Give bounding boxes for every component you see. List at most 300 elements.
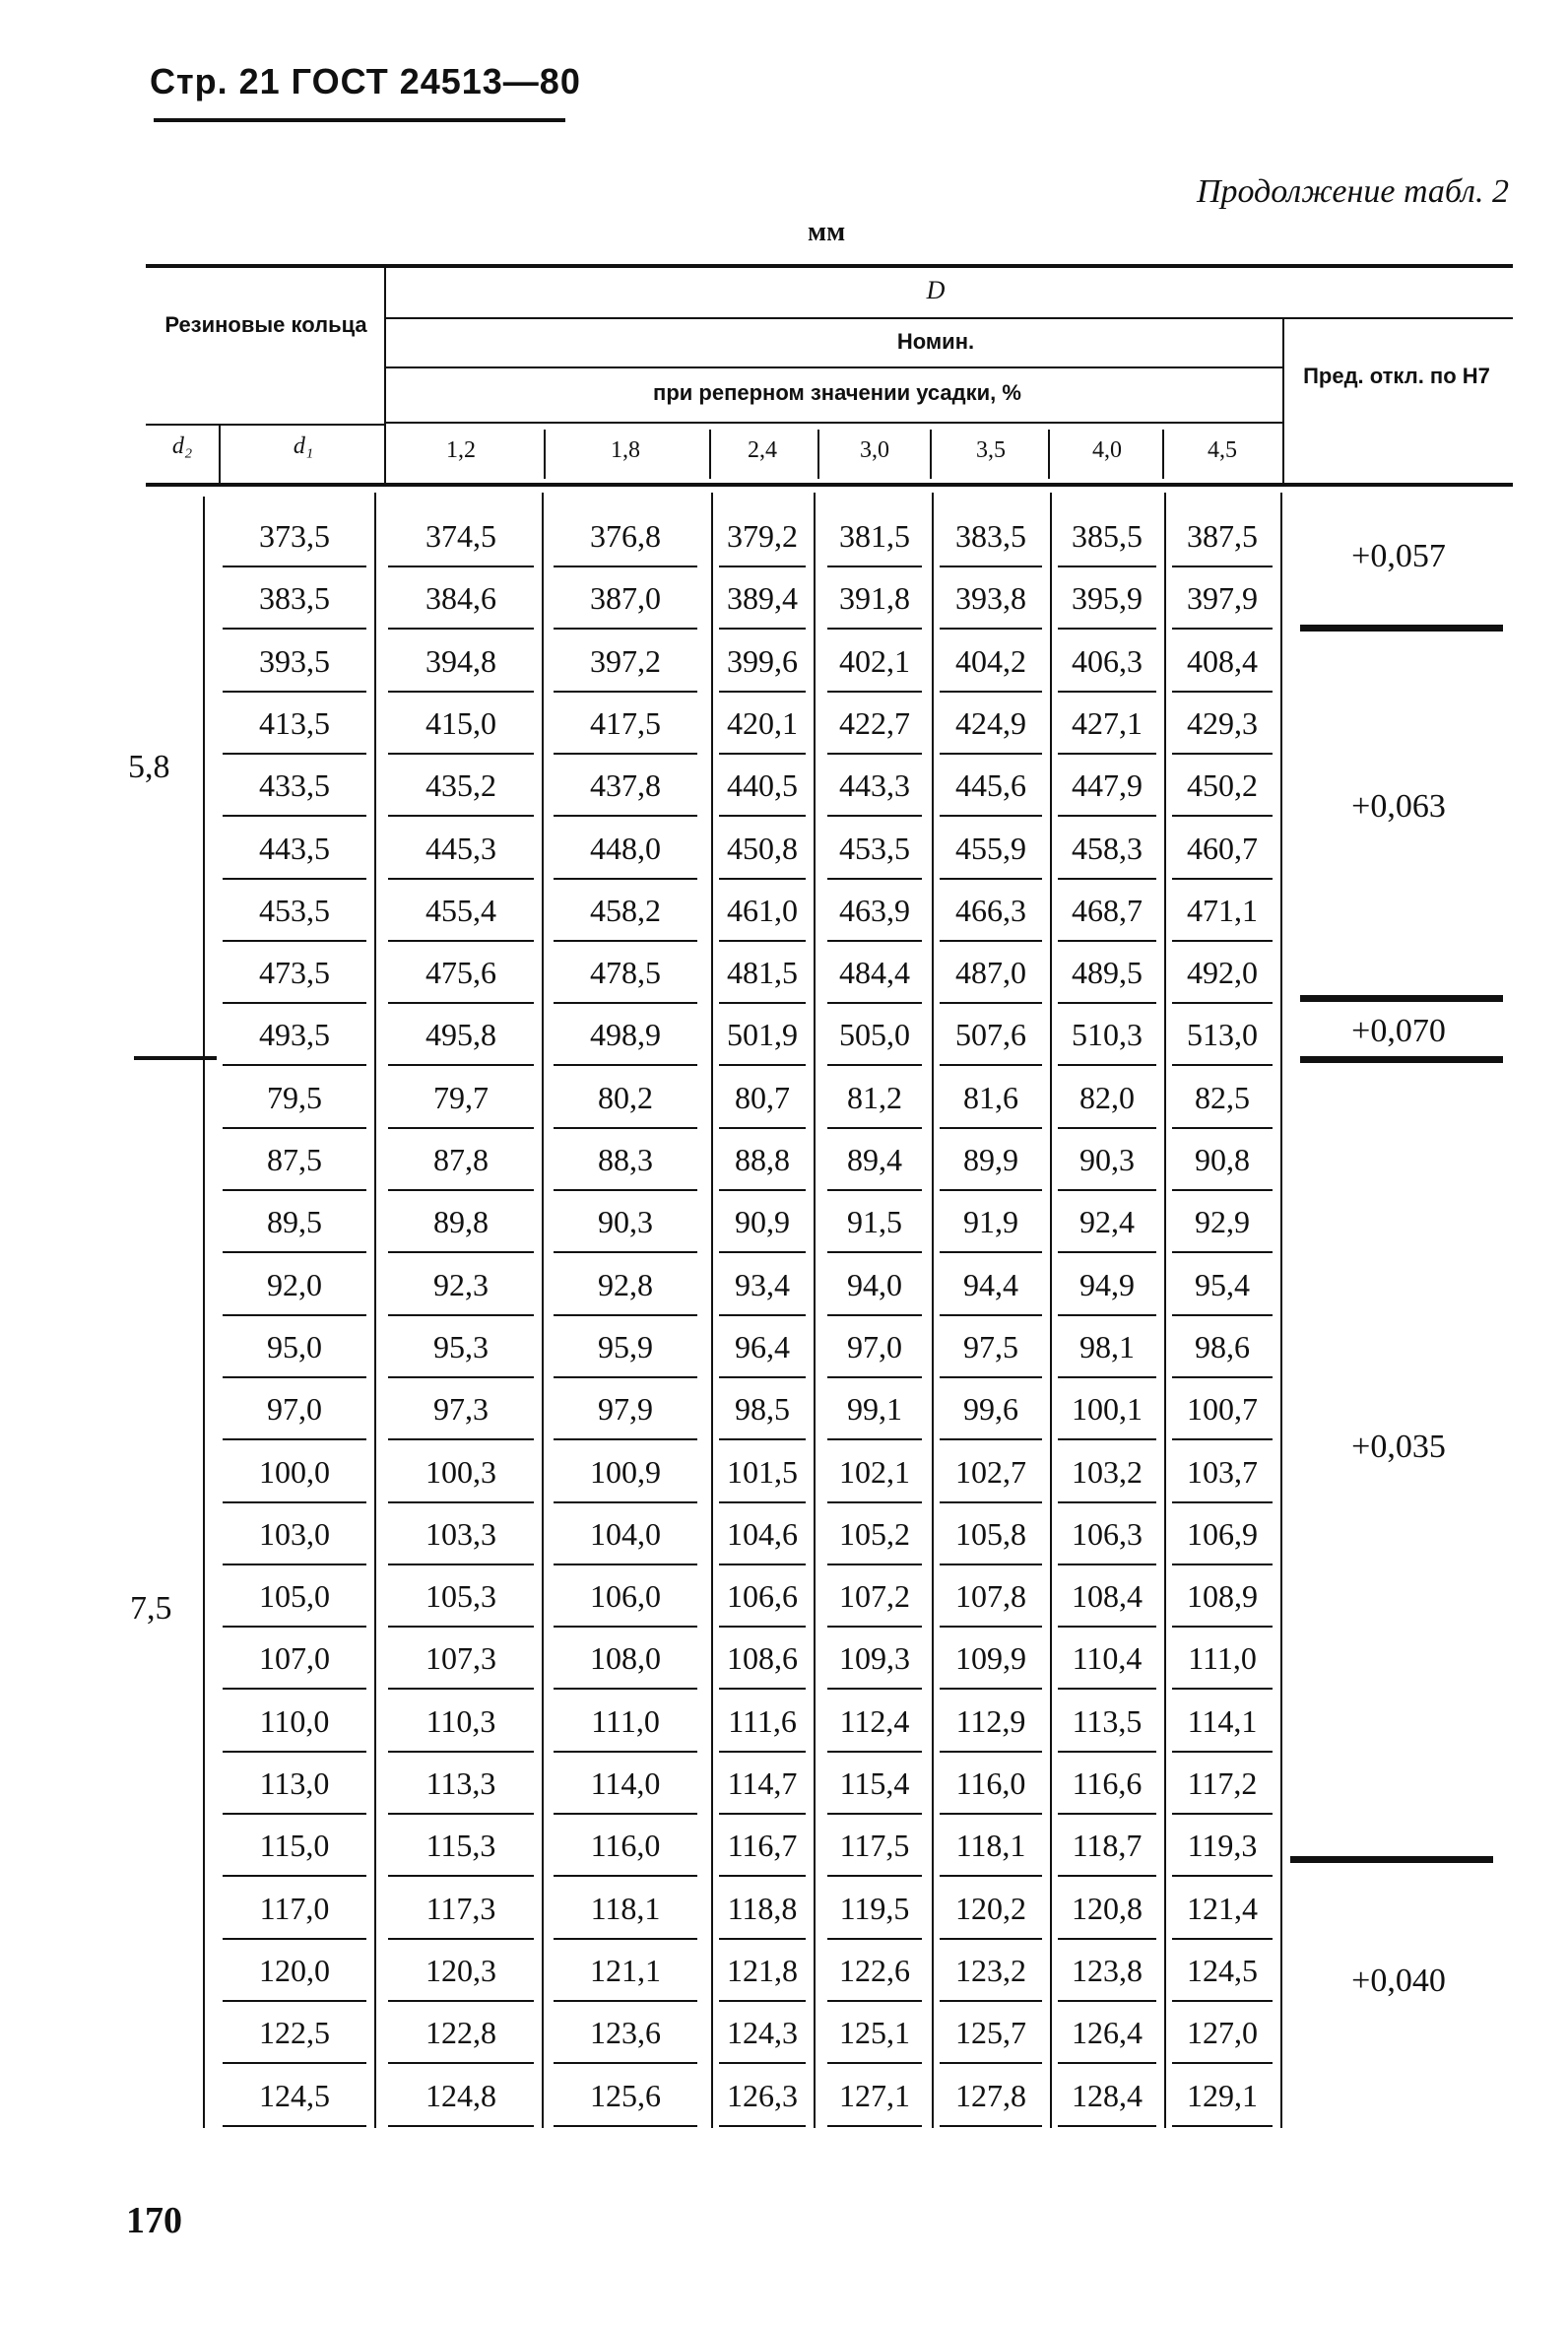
- cell-rule: [223, 1376, 366, 1378]
- nominal-D-cell: 384,6: [425, 580, 496, 617]
- nominal-D-cell: 122,8: [425, 2015, 496, 2051]
- cell-rule: [940, 1002, 1042, 1004]
- cell-rule: [1058, 566, 1156, 567]
- d1-cell: 107,0: [259, 1640, 330, 1677]
- d1-cell: 103,0: [259, 1515, 330, 1552]
- column-rule: [1280, 493, 1282, 2128]
- cell-rule: [388, 1189, 534, 1191]
- nominal-D-cell: 87,8: [433, 1142, 489, 1177]
- nominal-D-cell: 109,9: [955, 1640, 1026, 1677]
- shrinkage-value-header: 4,5: [1208, 437, 1237, 463]
- cell-rule: [1172, 1938, 1273, 1940]
- header-rule: [386, 422, 1282, 424]
- cell-rule: [223, 753, 366, 755]
- cell-rule: [554, 815, 697, 817]
- cell-rule: [554, 1688, 697, 1690]
- nominal-D-cell: 121,8: [727, 1952, 798, 1988]
- header-rule: [386, 317, 1513, 319]
- cell-rule: [1058, 1002, 1156, 1004]
- cell-rule: [388, 691, 534, 693]
- cell-rule: [827, 878, 922, 880]
- cell-rule: [1058, 1688, 1156, 1690]
- nominal-D-cell: 89,9: [963, 1142, 1018, 1177]
- cell-rule: [1172, 691, 1273, 693]
- nominal-D-cell: 501,9: [727, 1017, 798, 1053]
- rings-header: Резиновые кольца: [164, 312, 367, 337]
- cell-rule: [940, 753, 1042, 755]
- nominal-D-cell: 116,0: [955, 1765, 1026, 1801]
- cell-rule: [719, 1938, 806, 1940]
- nominal-D-cell: 104,6: [727, 1515, 798, 1552]
- nominal-D-cell: 108,4: [1072, 1578, 1143, 1615]
- nominal-D-cell: 93,4: [735, 1266, 790, 1302]
- cell-rule: [388, 1002, 534, 1004]
- nominal-D-cell: 124,3: [727, 2015, 798, 2051]
- nominal-D-cell: 394,8: [425, 642, 496, 679]
- cell-rule: [388, 2000, 534, 2002]
- cell-rule: [719, 1314, 806, 1316]
- cell-rule: [719, 878, 806, 880]
- nominal-D-cell: 120,2: [955, 1890, 1026, 1926]
- cell-rule: [223, 815, 366, 817]
- cell-rule: [1058, 1127, 1156, 1129]
- shrinkage-value-header: 2,4: [748, 437, 777, 463]
- d1-cell: 105,0: [259, 1578, 330, 1615]
- header-divider: [219, 426, 221, 485]
- nominal-D-cell: 471,1: [1187, 892, 1258, 928]
- cell-rule: [554, 1002, 697, 1004]
- table-top-rule: [146, 264, 1513, 268]
- cell-rule: [719, 1376, 806, 1378]
- nominal-D-cell: 445,3: [425, 830, 496, 866]
- nominal-D-cell: 379,2: [727, 518, 798, 554]
- cell-rule: [223, 2125, 366, 2127]
- nominal-D-cell: 106,9: [1187, 1515, 1258, 1552]
- nominal-D-cell: 99,6: [963, 1391, 1018, 1428]
- nominal-D-cell: 125,6: [590, 2077, 661, 2113]
- nominal-D-cell: 445,6: [955, 767, 1026, 804]
- nominal-D-cell: 122,6: [839, 1952, 910, 1988]
- nominal-D-cell: 100,9: [590, 1453, 661, 1490]
- tolerance-value: +0,057: [1351, 538, 1446, 574]
- nominal-D-cell: 389,4: [727, 580, 798, 617]
- cell-rule: [388, 940, 534, 942]
- nominal-D-cell: 450,2: [1187, 767, 1258, 804]
- nominal-D-cell: 80,7: [735, 1079, 790, 1115]
- nominal-D-cell: 124,5: [1187, 1952, 1258, 1988]
- nominal-D-cell: 119,3: [1187, 1828, 1258, 1864]
- cell-rule: [1172, 2000, 1273, 2002]
- nominal-D-cell: 82,0: [1079, 1079, 1135, 1115]
- nominal-D-cell: 417,5: [590, 704, 661, 741]
- nominal-D-cell: 118,1: [955, 1828, 1026, 1864]
- shrinkage-header: при реперном значении усадки, %: [653, 380, 1021, 405]
- cell-rule: [719, 1127, 806, 1129]
- cell-rule: [940, 566, 1042, 567]
- d1-cell: 122,5: [259, 2015, 330, 2051]
- cell-rule: [940, 1501, 1042, 1503]
- cell-rule: [719, 2062, 806, 2064]
- nominal-D-cell: 468,7: [1072, 892, 1143, 928]
- cell-rule: [1172, 628, 1273, 630]
- cell-rule: [940, 1751, 1042, 1753]
- cell-rule: [940, 1314, 1042, 1316]
- cell-rule: [388, 1251, 534, 1253]
- cell-rule: [827, 1938, 922, 1940]
- cell-rule: [1058, 2125, 1156, 2127]
- cell-rule: [827, 1564, 922, 1565]
- cell-rule: [388, 878, 534, 880]
- nominal-D-cell: 391,8: [839, 580, 910, 617]
- nominal-D-cell: 113,5: [1072, 1702, 1143, 1739]
- nominal-D-cell: 101,5: [727, 1453, 798, 1490]
- table-continuation-label: Продолжение табл. 2: [1196, 173, 1509, 210]
- cell-rule: [223, 1251, 366, 1253]
- column-rule: [374, 493, 376, 2128]
- cell-rule: [940, 691, 1042, 693]
- cell-rule: [827, 1626, 922, 1628]
- cell-rule: [827, 1813, 922, 1815]
- nominal-D-cell: 102,1: [839, 1453, 910, 1490]
- nominal-D-cell: 106,3: [1072, 1515, 1143, 1552]
- cell-rule: [554, 1314, 697, 1316]
- nominal-D-cell: 110,4: [1072, 1640, 1143, 1677]
- cell-rule: [1172, 1564, 1273, 1565]
- cell-rule: [1058, 1376, 1156, 1378]
- nominal-D-cell: 107,2: [839, 1578, 910, 1615]
- cell-rule: [1172, 2062, 1273, 2064]
- nominal-D-cell: 105,8: [955, 1515, 1026, 1552]
- nominal-D-cell: 487,0: [955, 955, 1026, 991]
- cell-rule: [1172, 1688, 1273, 1690]
- nominal-D-cell: 91,5: [847, 1204, 902, 1240]
- nominal-D-cell: 88,8: [735, 1142, 790, 1177]
- nominal-D-cell: 116,0: [590, 1828, 661, 1864]
- cell-rule: [554, 1251, 697, 1253]
- nominal-D-cell: 458,3: [1072, 830, 1143, 866]
- nominal-D-cell: 98,5: [735, 1391, 790, 1428]
- tolerance-divider: [1300, 1056, 1503, 1063]
- nominal-D-cell: 119,5: [839, 1890, 910, 1926]
- column-rule: [1164, 493, 1166, 2128]
- cell-rule: [223, 1501, 366, 1503]
- cell-rule: [554, 940, 697, 942]
- cell-rule: [1172, 753, 1273, 755]
- cell-rule: [1172, 566, 1273, 567]
- nominal-D-cell: 453,5: [839, 830, 910, 866]
- nominal-D-cell: 91,9: [963, 1204, 1018, 1240]
- cell-rule: [827, 1189, 922, 1191]
- nominal-D-cell: 92,8: [598, 1266, 653, 1302]
- d1-cell: 115,0: [259, 1828, 330, 1864]
- nominal-D-cell: 429,3: [1187, 704, 1258, 741]
- d2-group-label: 7,5: [130, 1590, 172, 1627]
- cell-rule: [1172, 1127, 1273, 1129]
- nominal-D-cell: 120,8: [1072, 1890, 1143, 1926]
- nominal-D-cell: 97,5: [963, 1328, 1018, 1364]
- cell-rule: [223, 1189, 366, 1191]
- cell-rule: [223, 1875, 366, 1877]
- nominal-D-cell: 475,6: [425, 955, 496, 991]
- nominal-D-cell: 123,2: [955, 1952, 1026, 1988]
- nominal-D-cell: 415,0: [425, 704, 496, 741]
- nominal-D-cell: 399,6: [727, 642, 798, 679]
- nominal-D-cell: 88,3: [598, 1142, 653, 1177]
- cell-rule: [554, 1438, 697, 1440]
- cell-rule: [719, 1564, 806, 1565]
- nominal-D-cell: 79,7: [433, 1079, 489, 1115]
- nominal-D-cell: 422,7: [839, 704, 910, 741]
- d1-header: d₁: [293, 433, 314, 459]
- cell-rule: [827, 753, 922, 755]
- cell-rule: [223, 1064, 366, 1066]
- cell-rule: [827, 1251, 922, 1253]
- nominal-D-cell: 393,8: [955, 580, 1026, 617]
- cell-rule: [1172, 1064, 1273, 1066]
- cell-rule: [719, 2000, 806, 2002]
- header-column-divider: [817, 430, 819, 479]
- nominal-D-cell: 89,8: [433, 1204, 489, 1240]
- cell-rule: [388, 2062, 534, 2064]
- nominal-D-cell: 120,3: [425, 1952, 496, 1988]
- cell-rule: [827, 1127, 922, 1129]
- cell-rule: [223, 2062, 366, 2064]
- nominal-D-cell: 95,4: [1195, 1266, 1250, 1302]
- cell-rule: [554, 878, 697, 880]
- cell-rule: [719, 1189, 806, 1191]
- nominal-D-cell: 105,2: [839, 1515, 910, 1552]
- cell-rule: [1172, 878, 1273, 880]
- header-bottom-rule: [146, 483, 1513, 487]
- cell-rule: [223, 878, 366, 880]
- tolerance-divider: [1300, 995, 1503, 1002]
- cell-rule: [223, 691, 366, 693]
- nominal-D-cell: 106,6: [727, 1578, 798, 1615]
- nominal-D-cell: 484,4: [839, 955, 910, 991]
- cell-rule: [388, 1127, 534, 1129]
- nominal-D-cell: 107,8: [955, 1578, 1026, 1615]
- nominal-D-cell: 113,3: [425, 1765, 496, 1801]
- cell-rule: [223, 1626, 366, 1628]
- nominal-D-cell: 108,9: [1187, 1578, 1258, 1615]
- nominal-D-cell: 89,4: [847, 1142, 902, 1177]
- nominal-D-cell: 98,1: [1079, 1328, 1135, 1364]
- nominal-D-cell: 97,9: [598, 1391, 653, 1428]
- nominal-D-cell: 115,4: [839, 1765, 910, 1801]
- nominal-D-cell: 387,0: [590, 580, 661, 617]
- cell-rule: [1058, 628, 1156, 630]
- header-column-divider: [1162, 430, 1164, 479]
- nominal-D-cell: 513,0: [1187, 1017, 1258, 1053]
- nominal-D-cell: 129,1: [1187, 2077, 1258, 2113]
- cell-rule: [940, 628, 1042, 630]
- cell-rule: [827, 940, 922, 942]
- cell-rule: [1058, 1064, 1156, 1066]
- nominal-D-cell: 458,2: [590, 892, 661, 928]
- nominal-D-cell: 395,9: [1072, 580, 1143, 617]
- nominal-D-cell: 92,3: [433, 1266, 489, 1302]
- d1-cell: 393,5: [259, 642, 330, 679]
- cell-rule: [223, 1751, 366, 1753]
- cell-rule: [554, 691, 697, 693]
- nominal-D-cell: 128,4: [1072, 2077, 1143, 2113]
- tolerance-value: +0,070: [1351, 1013, 1446, 1049]
- nominal-D-cell: 104,0: [590, 1515, 661, 1552]
- cell-rule: [940, 1189, 1042, 1191]
- cell-rule: [1172, 1626, 1273, 1628]
- nominal-D-cell: 478,5: [590, 955, 661, 991]
- nominal-D-cell: 455,9: [955, 830, 1026, 866]
- cell-rule: [388, 1064, 534, 1066]
- nominal-D-cell: 110,3: [425, 1702, 496, 1739]
- nominal-D-cell: 460,7: [1187, 830, 1258, 866]
- D-header: D: [926, 276, 946, 304]
- nominal-D-cell: 94,4: [963, 1266, 1018, 1302]
- group-divider: [134, 1056, 217, 1060]
- nominal-D-cell: 90,9: [735, 1204, 790, 1240]
- cell-rule: [223, 1127, 366, 1129]
- header-divider: [1282, 319, 1284, 485]
- cell-rule: [388, 566, 534, 567]
- cell-rule: [1172, 1875, 1273, 1877]
- cell-rule: [940, 1688, 1042, 1690]
- header-column-divider: [1048, 430, 1050, 479]
- cell-rule: [223, 1938, 366, 1940]
- shrinkage-value-header: 1,8: [611, 437, 640, 463]
- cell-rule: [223, 1002, 366, 1004]
- cell-rule: [1058, 1813, 1156, 1815]
- cell-rule: [554, 2125, 697, 2127]
- nominal-D-cell: 381,5: [839, 518, 910, 554]
- tolerance-divider: [1290, 1856, 1493, 1863]
- nominal-D-cell: 466,3: [955, 892, 1026, 928]
- nominal-D-cell: 437,8: [590, 767, 661, 804]
- nominal-D-cell: 102,7: [955, 1453, 1026, 1490]
- cell-rule: [719, 2125, 806, 2127]
- cell-rule: [719, 1751, 806, 1753]
- cell-rule: [388, 1564, 534, 1565]
- cell-rule: [1058, 753, 1156, 755]
- cell-rule: [719, 1626, 806, 1628]
- cell-rule: [554, 628, 697, 630]
- d1-cell: 383,5: [259, 580, 330, 617]
- cell-rule: [388, 1938, 534, 1940]
- nominal-D-cell: 100,7: [1187, 1391, 1258, 1428]
- cell-rule: [827, 1688, 922, 1690]
- cell-rule: [223, 566, 366, 567]
- cell-rule: [1058, 1626, 1156, 1628]
- cell-rule: [1172, 815, 1273, 817]
- d1-cell: 117,0: [259, 1890, 330, 1926]
- cell-rule: [554, 1751, 697, 1753]
- nominal-D-cell: 100,1: [1072, 1391, 1143, 1428]
- cell-rule: [719, 1875, 806, 1877]
- cell-rule: [940, 1875, 1042, 1877]
- nominal-D-cell: 97,0: [847, 1328, 902, 1364]
- cell-rule: [223, 2000, 366, 2002]
- nominal-D-cell: 420,1: [727, 704, 798, 741]
- cell-rule: [827, 1002, 922, 1004]
- nominal-D-cell: 111,0: [591, 1702, 660, 1739]
- cell-rule: [554, 1189, 697, 1191]
- d1-cell: 113,0: [259, 1765, 330, 1801]
- cell-rule: [719, 1064, 806, 1066]
- nominal-D-cell: 90,3: [1079, 1142, 1135, 1177]
- tolerance-value: +0,063: [1351, 788, 1446, 825]
- cell-rule: [223, 940, 366, 942]
- nominal-D-cell: 103,3: [425, 1515, 496, 1552]
- d2-header: d₂: [171, 433, 193, 459]
- cell-rule: [223, 1688, 366, 1690]
- cell-rule: [827, 1438, 922, 1440]
- cell-rule: [388, 1314, 534, 1316]
- nominal-D-cell: 121,4: [1187, 1890, 1258, 1926]
- nominal-D-cell: 92,9: [1195, 1204, 1250, 1240]
- column-rule: [814, 493, 816, 2128]
- column-rule: [203, 497, 205, 2128]
- nominal-D-cell: 383,5: [955, 518, 1026, 554]
- nominal-D-cell: 105,3: [425, 1578, 496, 1615]
- tolerance-header: Пред. откл. по H7: [1303, 364, 1490, 388]
- cell-rule: [1058, 1314, 1156, 1316]
- cell-rule: [940, 1813, 1042, 1815]
- cell-rule: [223, 1438, 366, 1440]
- cell-rule: [719, 1688, 806, 1690]
- cell-rule: [940, 1938, 1042, 1940]
- d2-group-label: 5,8: [128, 749, 170, 785]
- d1-cell: 473,5: [259, 955, 330, 991]
- cell-rule: [719, 1813, 806, 1815]
- cell-rule: [1058, 1938, 1156, 1940]
- cell-rule: [719, 1002, 806, 1004]
- cell-rule: [388, 1688, 534, 1690]
- cell-rule: [388, 1875, 534, 1877]
- nominal-D-cell: 92,4: [1079, 1204, 1135, 1240]
- nominal-D-cell: 115,3: [425, 1828, 496, 1864]
- tolerance-divider: [1300, 625, 1503, 632]
- nominal-D-cell: 498,9: [590, 1017, 661, 1053]
- nominal-D-cell: 98,6: [1195, 1328, 1250, 1364]
- nominal-D-cell: 114,7: [727, 1765, 798, 1801]
- nominal-D-cell: 111,0: [1188, 1640, 1257, 1677]
- cell-rule: [1058, 2000, 1156, 2002]
- cell-rule: [554, 1813, 697, 1815]
- cell-rule: [940, 2000, 1042, 2002]
- cell-rule: [827, 1875, 922, 1877]
- cell-rule: [554, 2062, 697, 2064]
- d1-cell: 92,0: [267, 1266, 322, 1302]
- cell-rule: [719, 1251, 806, 1253]
- cell-rule: [554, 753, 697, 755]
- cell-rule: [223, 1564, 366, 1565]
- nominal-D-cell: 507,6: [955, 1017, 1026, 1053]
- nominal-D-cell: 118,1: [590, 1890, 661, 1926]
- cell-rule: [388, 2125, 534, 2127]
- nominal-D-cell: 376,8: [590, 518, 661, 554]
- nominal-header: Номин.: [896, 329, 975, 354]
- nominal-D-cell: 448,0: [590, 830, 661, 866]
- shrinkage-value-header: 3,0: [860, 437, 889, 463]
- cell-rule: [1058, 1875, 1156, 1877]
- nominal-D-cell: 463,9: [839, 892, 910, 928]
- nominal-D-cell: 96,4: [735, 1328, 790, 1364]
- column-rule: [542, 493, 544, 2128]
- cell-rule: [719, 566, 806, 567]
- cell-rule: [1058, 815, 1156, 817]
- cell-rule: [554, 1064, 697, 1066]
- cell-rule: [827, 1501, 922, 1503]
- unit-label: мм: [808, 217, 846, 247]
